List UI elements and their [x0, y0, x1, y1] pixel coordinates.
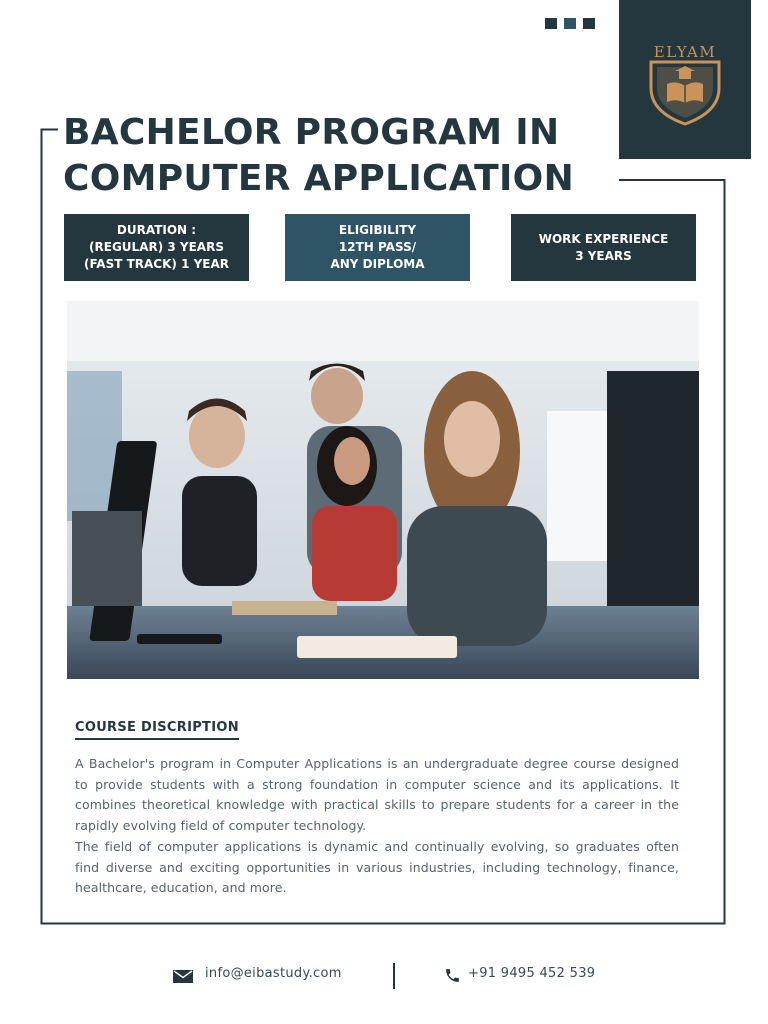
duration-label: DURATION :	[116, 223, 197, 237]
eligibility-label: ELIGIBILITY	[338, 223, 417, 237]
decorative-square	[583, 18, 595, 29]
course-description	[75, 754, 679, 899]
duration-regular: (REGULAR) 3 YEARS	[89, 240, 224, 254]
elyam-logo	[639, 40, 731, 128]
decorative-squares	[545, 18, 595, 29]
duration-fast-track: (FAST TRACK) 1 YEAR	[83, 257, 230, 271]
email-link[interactable]: info@eibastudy.com	[205, 966, 342, 981]
eligibility-line-2: 12TH PASS/	[338, 240, 417, 254]
description-paragraph: A Bachelor's program in Computer Applications is an undergraduate degree course designed to provide students with a strong foundation in computer science and its applications. It combines theoretical knowledge with practical skills to prepare students for a career in the rapidly evolving field of computer technology.	[75, 756, 679, 834]
phone-icon	[444, 967, 461, 984]
eligibility-box	[285, 214, 470, 281]
logo-text: ELYAM	[653, 43, 717, 61]
footer-divider	[393, 963, 395, 989]
decorative-square	[564, 18, 576, 29]
phone-number[interactable]: +91 9495 452 539	[468, 966, 596, 981]
contact-footer	[0, 962, 768, 990]
duration-box	[64, 214, 249, 281]
work-experience-label: WORK EXPERIENCE	[538, 231, 669, 246]
description-paragraph: The field of computer applications is dynamic and continually evolving, so graduates often find diverse and exciting opportunities in various industries, including technology, finance, healthcare, education, and more.	[75, 838, 679, 896]
logo-panel	[619, 0, 751, 159]
title-line-2: COMPUTER APPLICATION	[63, 158, 575, 199]
students-photo	[67, 301, 699, 679]
envelope-icon	[173, 970, 193, 983]
title-line-1: BACHELOR PROGRAM IN	[63, 112, 560, 153]
page-title	[63, 110, 623, 202]
decorative-square	[545, 18, 557, 29]
work-experience-box	[511, 214, 696, 281]
eligibility-line-3: ANY DIPLOMA	[330, 257, 425, 271]
work-experience-value: 3 YEARS	[575, 248, 632, 263]
course-description-heading: COURSE DISCRIPTION	[75, 720, 239, 740]
